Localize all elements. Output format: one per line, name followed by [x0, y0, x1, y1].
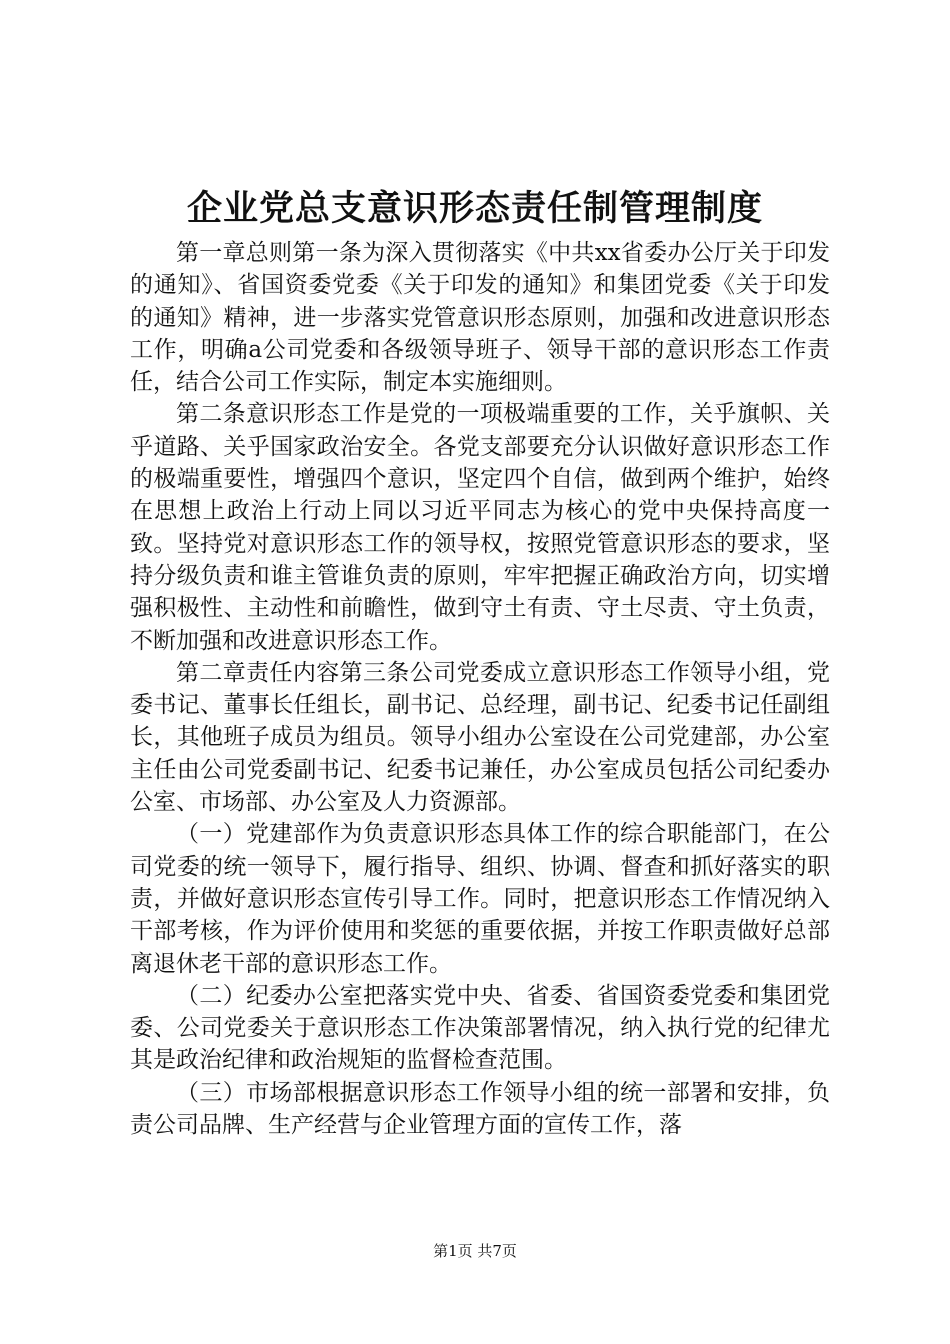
page-footer: 第1页 共7页 [433, 1242, 517, 1260]
paragraph-6: （三）市场部根据意识形态工作领导小组的统一部署和安排，负责公司品牌、生产经营与企业管理方面的宣传工作，落 [130, 1079, 830, 1139]
paragraph-5: （二）纪委办公室把落实党中央、省委、省国资委党委和集团党委、公司党委关于意识形态工作决策部署情况，纳入执行党的纪律尤其是政治纪律和政治规矩的监督检查范围。 [130, 982, 830, 1074]
paragraph-1: 第一章总则第一条为深入贯彻落实《中共xx省委办公厅关于印发的通知》、省国资委党委《关于印发的通知》和集团党委《关于印发的通知》精神，进一步落实党管意识形态原则，加强和改进意识形态工作，明确a公司党委和各级领导班子、领导干部的意识形态工作责任，结合公司工作实际，制定本实施细则。 [130, 240, 830, 396]
paragraph-2: 第二条意识形态工作是党的一项极端重要的工作，关乎旗帜、关乎道路、关乎国家政治安全。各党支部要充分认识做好意识形态工作的极端重要性，增强四个意识，坚定四个自信，做到两个维护，始终在思想上政治上行动上同以习近平同志为核心的党中央保持高度一致。坚持党对意识形态工作的领导权，按照党管意识形态的要求，坚持分级负责和谁主管谁负责的原则，牢牢把握正确政治方向，切实增强积极性、主动性和前瞻性，做到守土有责、守土尽责、守土负责，不断加强和改进意识形态工作。 [130, 401, 830, 654]
paragraph-4: （一）党建部作为负责意识形态具体工作的综合职能部门，在公司党委的统一领导下，履行指导、组织、协调、督查和抓好落实的职责，并做好意识形态宣传引导工作。同时，把意识形态工作情况纳入干部考核，作为评价使用和奖惩的重要依据，并按工作职责做好总部离退休老干部的意识形态工作。 [130, 821, 830, 977]
document-body [130, 237, 830, 1141]
document-title: 企业党总支意识形态责任制管理制度 [186, 188, 763, 229]
paragraph-3: 第二章责任内容第三条公司党委成立意识形态工作领导小组，党委书记、董事长任组长，副书记、总经理，副书记、纪委书记任副组长，其他班子成员为组员。领导小组办公室设在公司党建部，办公室主任由公司党委副书记、纪委书记兼任，办公室成员包括公司纪委办公室、市场部、办公室及人力资源部。 [130, 659, 830, 816]
